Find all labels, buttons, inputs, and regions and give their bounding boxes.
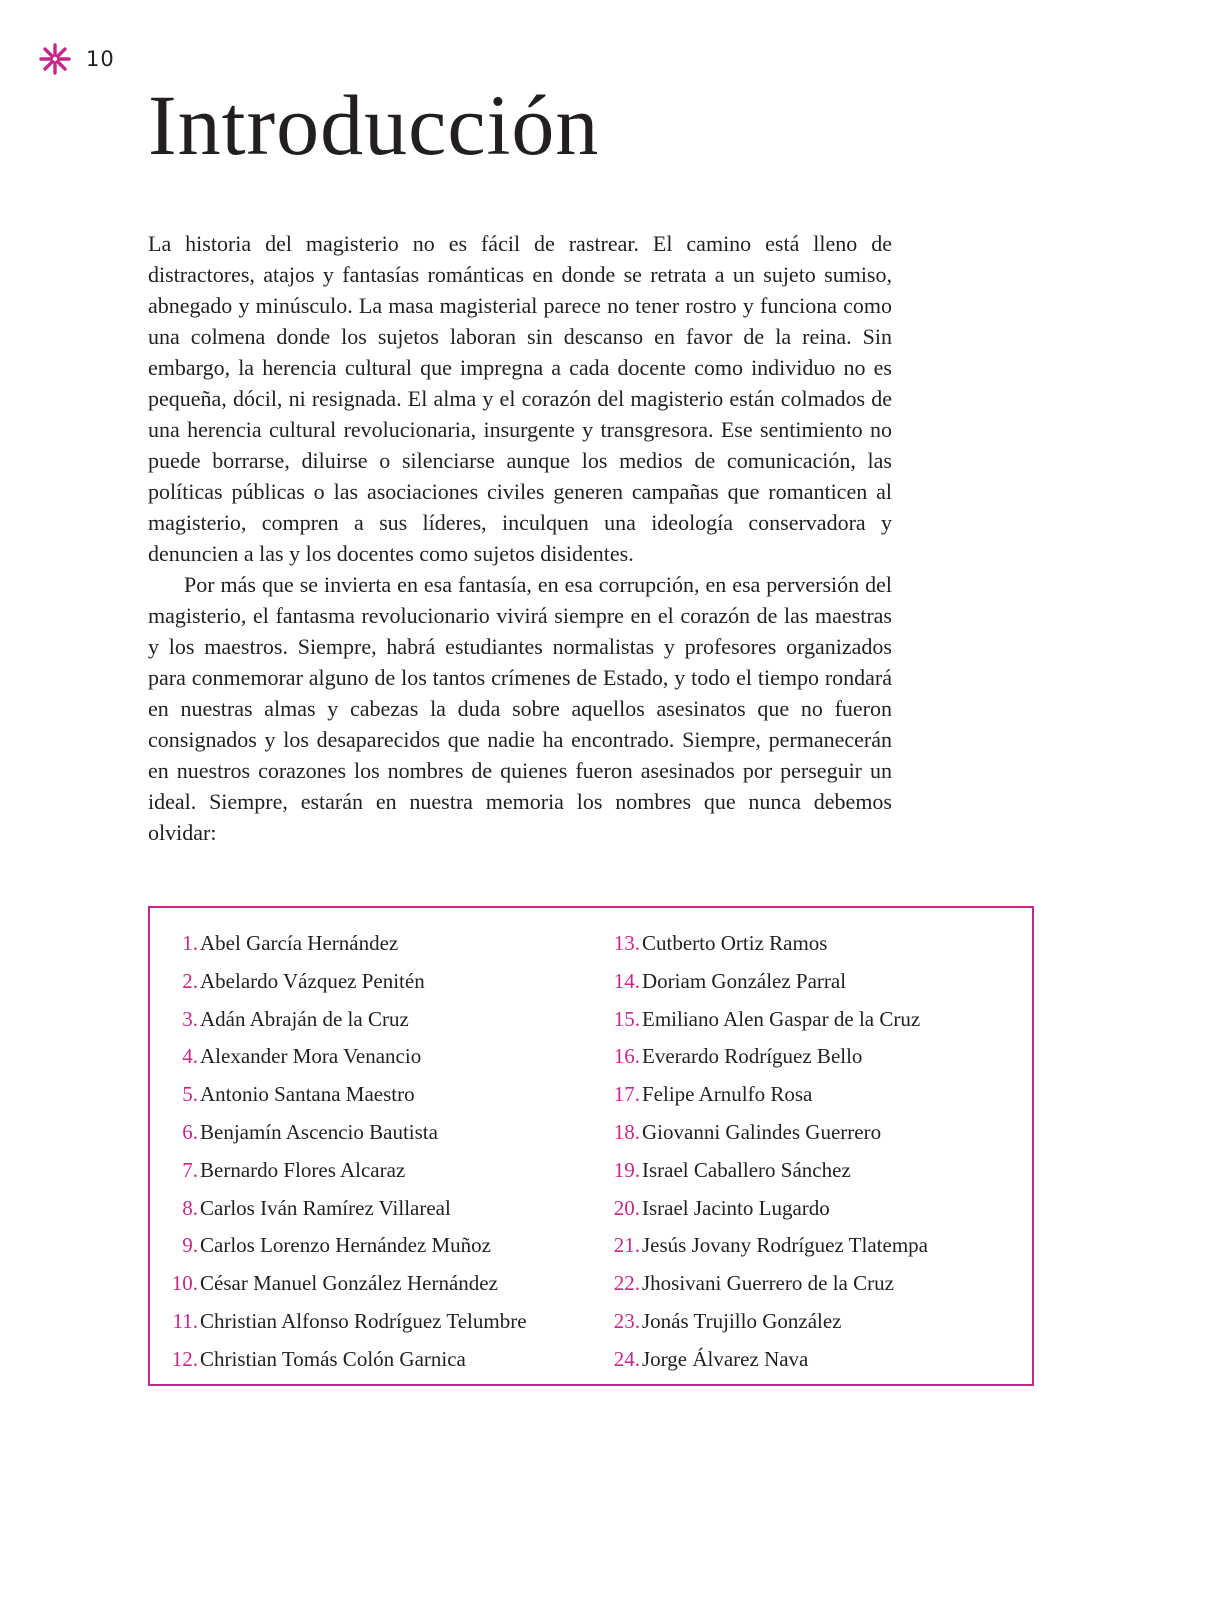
- list-item-number: 17.: [613, 1082, 640, 1107]
- list-item: [150, 1303, 590, 1341]
- names-list-right: [598, 925, 1028, 1379]
- list-item: [150, 1076, 590, 1114]
- list-item-number: 3.: [182, 1006, 198, 1031]
- list-item-name: Jesús Jovany Rodríguez Tlatempa: [642, 1233, 928, 1258]
- page-title: Introducción: [148, 77, 600, 173]
- list-item-number: 18.: [613, 1119, 640, 1144]
- list-item-number: 24.: [613, 1346, 640, 1371]
- list-item: [598, 1114, 1028, 1152]
- list-item: [150, 1114, 590, 1152]
- list-item-number: 16.: [613, 1044, 640, 1069]
- list-item-name: Adán Abraján de la Cruz: [200, 1006, 409, 1031]
- list-item-name: Jorge Álvarez Nava: [642, 1346, 809, 1371]
- list-item-name: Jhosivani Guerrero de la Cruz: [642, 1271, 894, 1296]
- list-item: [150, 1341, 590, 1379]
- list-item: [150, 963, 590, 1001]
- list-item: [150, 1227, 590, 1265]
- body-text: [148, 228, 892, 848]
- page-number: 10: [86, 47, 115, 71]
- list-item-number: 19.: [613, 1157, 640, 1182]
- names-list-left: [150, 925, 590, 1379]
- paragraph: La historia del magisterio no es fácil de rastrear. El camino está lleno de distractores, atajos y fantasías románticas en donde se retrata a un sujeto sumiso, abnegado y minúsculo. La masa magisterial parece no tener rostro y funciona como una colmena donde los sujetos laboran sin descanso en favor de la reina. Sin embargo, la herencia cultural que impregna a cada docente como individuo no es pequeña, dócil, ni resignada. El alma y el corazón del magisterio están colmados de una herencia cultural revolucionaria, insurgente y transgresora. Ese sentimiento no puede borrarse, diluirse o silenciarse aunque los medios de comunicación, las políticas públicas o las asociaciones civiles generen campañas que romanticen al magisterio, compren a sus líderes, inculquen una ideología conservadora y denuncien a las y los docentes como sujetos disidentes.: [148, 231, 892, 566]
- list-item-number: 23.: [613, 1308, 640, 1333]
- list-item-number: 9.: [182, 1233, 198, 1258]
- list-item-name: Israel Caballero Sánchez: [642, 1157, 851, 1182]
- list-item: [150, 925, 590, 963]
- list-item: [598, 1152, 1028, 1190]
- list-item-number: 14.: [613, 968, 640, 993]
- list-item-number: 4.: [182, 1044, 198, 1069]
- list-item: [150, 1265, 590, 1303]
- list-item-number: 2.: [182, 968, 198, 993]
- list-item-name: Bernardo Flores Alcaraz: [200, 1157, 406, 1182]
- list-item: [598, 1076, 1028, 1114]
- list-item-number: 12.: [171, 1346, 198, 1371]
- list-item-number: 11.: [172, 1308, 198, 1333]
- list-item-number: 5.: [182, 1082, 198, 1107]
- list-item-name: César Manuel González Hernández: [200, 1271, 498, 1296]
- list-item-number: 20.: [613, 1195, 640, 1220]
- list-item: [598, 963, 1028, 1001]
- asterisk-star-icon: [38, 42, 72, 76]
- list-item: [598, 1001, 1028, 1039]
- list-item-name: Christian Tomás Colón Garnica: [200, 1346, 466, 1371]
- list-item-name: Antonio Santana Maestro: [200, 1082, 415, 1107]
- list-item-number: 7.: [182, 1157, 198, 1182]
- list-item-name: Carlos Iván Ramírez Villareal: [200, 1195, 451, 1220]
- list-item-number: 1.: [182, 931, 198, 955]
- list-item-number: 15.: [613, 1006, 640, 1031]
- list-item: [598, 1038, 1028, 1076]
- page-header: [38, 42, 115, 76]
- list-item-name: Benjamín Ascencio Bautista: [200, 1119, 438, 1144]
- list-item-name: Doriam González Parral: [642, 968, 847, 993]
- list-item-name: Christian Alfonso Rodríguez Telumbre: [200, 1308, 527, 1333]
- list-item: [598, 925, 1028, 963]
- list-item-name: Abel García Hernández: [200, 931, 399, 955]
- paragraph: Por más que se invierta en esa fantasía, en esa corrupción, en esa perversión del magisterio, el fantasma revolucionario vivirá siempre en el corazón de las maestras y los maestros. Siempre, habrá estudiantes normalistas y profesores organizados para conmemorar alguno de los tantos crímenes de Estado, y todo el tiempo rondará en nuestras almas y cabezas la duda sobre aquellos asesinatos que no fueron consignados y los desaparecidos que nadie ha encontrado. Siempre, permanecerán en nuestros corazones los nombres de quienes fueron asesinados por perseguir un ideal. Siempre, estarán en nuestra memoria los nombres que nunca debemos olvidar:: [148, 572, 892, 845]
- list-item-name: Israel Jacinto Lugardo: [642, 1195, 830, 1220]
- list-item: [598, 1341, 1028, 1379]
- list-item: [150, 1001, 590, 1039]
- list-item: [598, 1265, 1028, 1303]
- list-item: [150, 1152, 590, 1190]
- list-item-number: 13.: [613, 931, 640, 955]
- list-item-name: Abelardo Vázquez Penitén: [200, 968, 425, 993]
- list-item-name: Carlos Lorenzo Hernández Muñoz: [200, 1233, 491, 1258]
- names-list-box: [148, 906, 1034, 1386]
- list-item: [598, 1303, 1028, 1341]
- list-item-name: Cutberto Ortiz Ramos: [642, 931, 828, 955]
- list-item-number: 6.: [182, 1119, 198, 1144]
- list-item: [598, 1227, 1028, 1265]
- list-item-name: Giovanni Galindes Guerrero: [642, 1119, 882, 1144]
- list-item-name: Emiliano Alen Gaspar de la Cruz: [642, 1006, 921, 1031]
- list-item-name: Jonás Trujillo González: [642, 1308, 842, 1333]
- list-item: [598, 1190, 1028, 1228]
- list-item-name: Everardo Rodríguez Bello: [642, 1044, 863, 1069]
- list-item-name: Felipe Arnulfo Rosa: [642, 1082, 813, 1107]
- list-item: [150, 1190, 590, 1228]
- list-item-number: 8.: [182, 1195, 198, 1220]
- list-item-number: 22.: [613, 1271, 640, 1296]
- list-item-number: 10.: [171, 1271, 198, 1296]
- list-item-number: 21.: [613, 1233, 640, 1258]
- list-item: [150, 1038, 590, 1076]
- list-item-name: Alexander Mora Venancio: [200, 1044, 422, 1069]
